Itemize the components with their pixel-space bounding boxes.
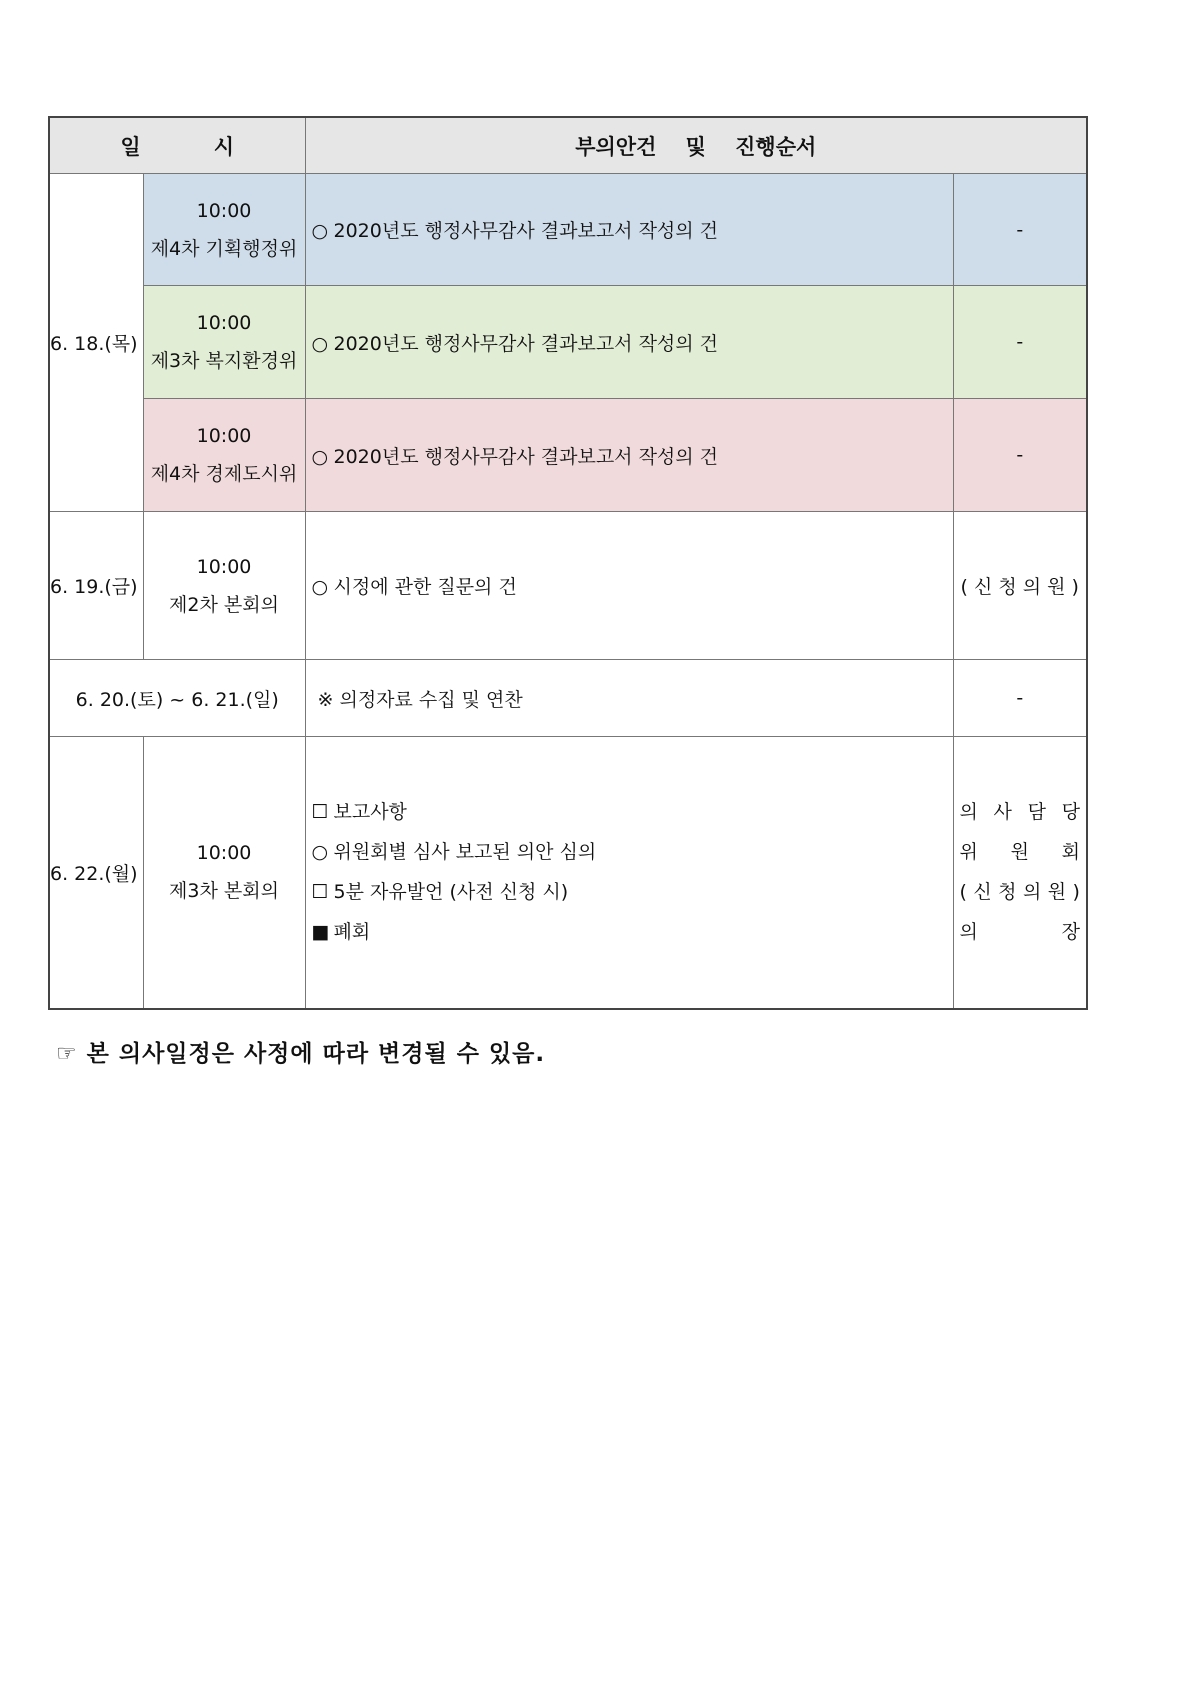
header-row [49,117,1087,174]
circle-icon: ○ [311,332,329,355]
note-char: 의 [959,921,978,944]
note-char: 청 [998,881,1017,904]
meeting-name: 제4차 기획행정위 [150,237,298,260]
agenda-line [312,872,953,912]
meeting-cell [143,399,305,512]
note-char: 장 [1061,921,1080,944]
circle-icon: ○ [311,576,329,598]
table-row [49,660,1087,737]
meeting-cell [143,174,305,286]
table-row [49,512,1087,660]
note-char: 당 [1061,801,1080,824]
table-row [49,737,1087,1009]
note-cell: - [953,174,1087,286]
circle-icon: ○ [311,220,329,242]
note-cell: - [953,286,1087,399]
meeting-time: 10:00 [196,199,252,222]
meeting-name: 제4차 경제도시위 [150,463,298,485]
meeting-time: 10:00 [196,425,252,447]
agenda-item: 보고사항 [333,801,407,824]
note-char: 의 [959,801,978,824]
date-cell: 6. 19.(금) [49,512,143,660]
meeting-cell [143,737,305,1009]
note-char: 담 [1027,801,1046,824]
circle-icon: ○ [311,841,329,864]
agenda-item: 5분 자유발언 (사전 신청 시) [333,881,569,904]
table-row [49,174,1087,286]
header-datetime: 일 시 [49,117,305,174]
note-char: 의 [1022,881,1042,904]
meeting-name: 제2차 본회의 [169,593,279,616]
meeting-time: 10:00 [196,555,252,578]
agenda-item: 폐회 [333,921,371,944]
circle-icon: ○ [311,445,329,468]
note-char: 회 [1061,841,1080,864]
meeting-cell [143,512,305,660]
agenda-cell [305,399,953,512]
note-char: ) [1072,881,1080,904]
filled-square-icon: ■ [311,921,330,944]
checkbox-icon: ☐ [311,801,329,824]
note-line [954,872,1087,912]
agenda-item: ※ 의정자료 수집 및 연찬 [317,688,523,711]
agenda-item: 위원회별 심사 보고된 의안 심의 [333,841,597,864]
note-char: 사 [993,801,1012,824]
agenda-cell [305,512,953,660]
schedule-table [48,116,1088,1010]
agenda-cell [305,737,953,1009]
note-char: 원 [1047,881,1067,904]
note-char: 원 [1010,841,1029,864]
date-cell: 6. 18.(목) [49,174,143,512]
note-char: 신 [973,881,992,904]
meeting-name: 제3차 본회의 [169,880,279,903]
agenda-line [312,792,953,832]
footer-notice: ☞ 본 의사일정은 사정에 따라 변경될 수 있음. [56,1041,546,1067]
agenda-cell [305,660,953,737]
note-line [954,792,1087,832]
table-row [49,286,1087,399]
table-row [49,399,1087,512]
agenda-item: 2020년도 행정사무감사 결과보고서 작성의 건 [333,445,719,468]
agenda-item: 2020년도 행정사무감사 결과보고서 작성의 건 [333,332,719,355]
note-char: ( [959,881,967,904]
note-cell: ( 신 청 의 원 ) [953,512,1087,660]
note-cell [953,737,1087,1009]
date-range-cell: 6. 20.(토) ~ 6. 21.(일) [49,660,305,737]
date-cell: 6. 22.(월) [49,737,143,1009]
header-agenda: 부의안건 및 진행순서 [305,117,1087,174]
meeting-cell [143,286,305,399]
agenda-line [312,832,953,872]
agenda-cell [305,286,953,399]
note-cell: - [953,399,1087,512]
meeting-time: 10:00 [196,842,252,865]
checkbox-icon: ☐ [311,881,329,904]
note-line [954,832,1087,872]
meeting-name: 제3차 복지환경위 [150,350,298,372]
agenda-item: 2020년도 행정사무감사 결과보고서 작성의 건 [333,220,719,242]
agenda-line [312,912,953,952]
note-line [954,912,1087,952]
note-char: 위 [959,841,978,864]
agenda-cell [305,174,953,286]
note-cell: - [953,660,1087,737]
agenda-item: 시정에 관한 질문의 건 [333,576,517,598]
meeting-time: 10:00 [196,312,252,334]
